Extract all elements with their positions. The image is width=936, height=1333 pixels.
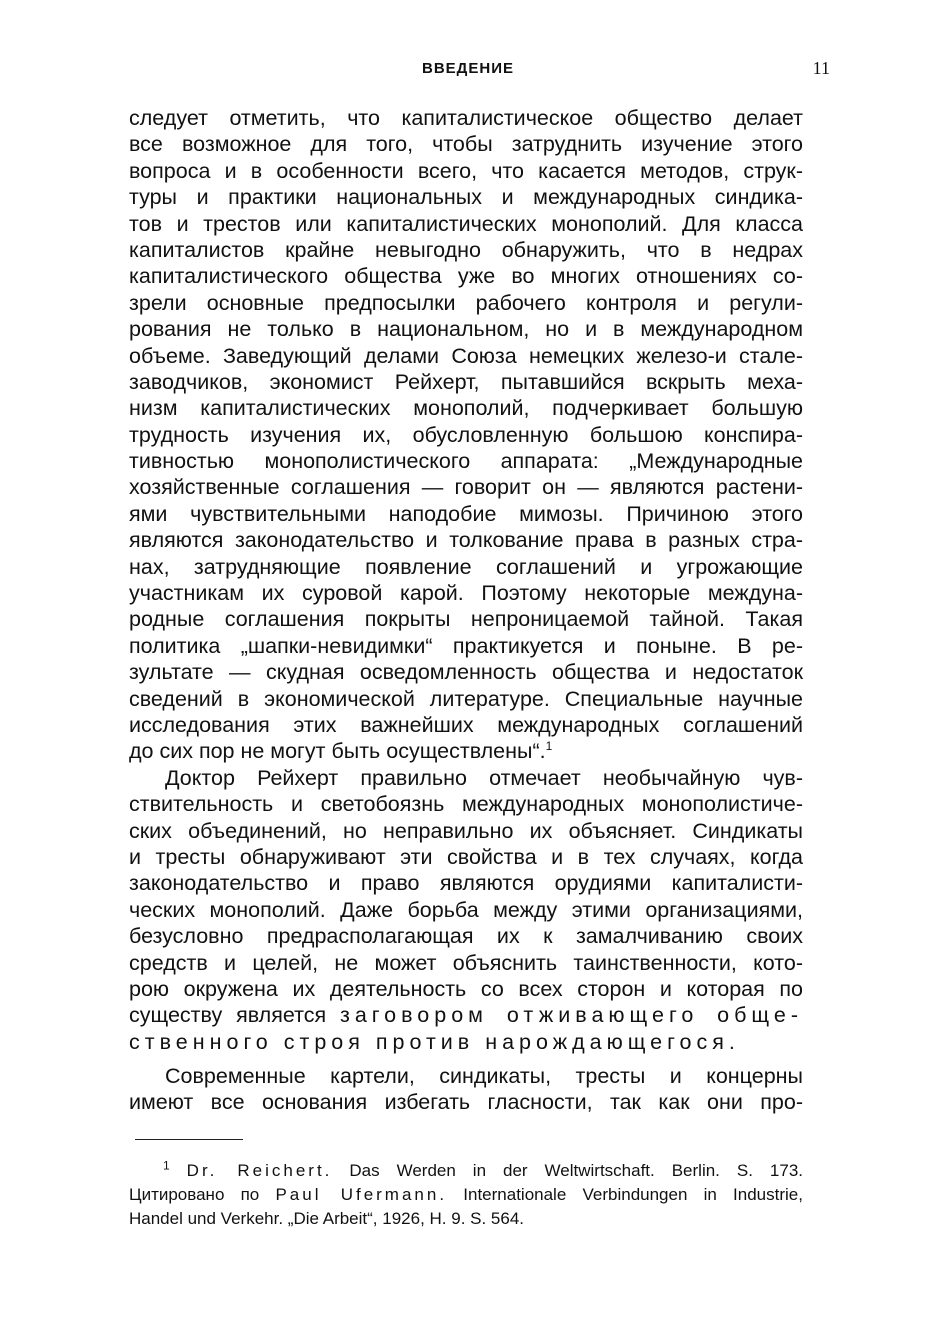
footnote-text: Цитировано по bbox=[129, 1185, 260, 1204]
footnote-marker: 1 bbox=[163, 1158, 170, 1173]
text-line bbox=[129, 1029, 803, 1055]
footnote-text: Internationale Verbindungen in Industrie, bbox=[463, 1185, 803, 1204]
text-line: политика „шапки-невидимки“ практикуется и поныне. В ре- bbox=[129, 633, 803, 658]
footnote-section bbox=[129, 1159, 803, 1231]
footnote-author: Dr. Reichert. bbox=[186, 1161, 333, 1180]
footnote-line bbox=[129, 1183, 803, 1207]
text-line: участникам их суровой карой. Поэтому некоторые междуна- bbox=[129, 581, 803, 606]
text-line: ческих монополий. Даже борьба между этими организациями, bbox=[129, 897, 803, 922]
text-line: зрели основные предпосылки рабочего контроля и регули- bbox=[129, 290, 803, 315]
text-line-content: до сих пор не могут быть осуществлены“. bbox=[129, 739, 546, 764]
text-line: нах, затрудняющие появление соглашений и угрожающие bbox=[129, 554, 803, 579]
text-line: зультате — скудная осведомленность общества и недостаток bbox=[129, 660, 803, 685]
text-line: ствительность и светобоязнь международных монополистиче- bbox=[129, 792, 803, 817]
text-line: имеют все основания избегать гласности, так как они про- bbox=[129, 1090, 803, 1115]
text-line: родные соглашения покрыты непроницаемой тайной. Такая bbox=[129, 607, 803, 632]
text-line: средств и целей, не может объяснить таинственности, кото- bbox=[129, 950, 803, 975]
main-text bbox=[129, 105, 803, 1116]
text-line: ями чувствительными наподобие мимозы. Причиною этого bbox=[129, 501, 803, 526]
footnote-author: Paul Ufermann. bbox=[275, 1185, 448, 1204]
paragraph-3 bbox=[129, 1063, 803, 1116]
footnote-reference: 1 bbox=[545, 739, 553, 754]
footnote-line: Handel und Verkehr. „Die Arbeit“, 1926, H. 9. S. 564. bbox=[129, 1209, 525, 1228]
text-line bbox=[129, 738, 803, 764]
emphasized-text: ственного строя против нарождающегося. bbox=[129, 1029, 740, 1054]
text-line: рования не только в национальном, но и в международном bbox=[129, 317, 803, 342]
text-line: Доктор Рейхерт правильно отмечает необычайную чув- bbox=[165, 765, 803, 790]
text-line: следует отметить, что капиталистическое общество делает bbox=[129, 106, 803, 130]
text-line: хозяйственные соглашения — говорит он — являются растени- bbox=[129, 475, 803, 500]
text-line: исследования этих важнейших международных соглашений bbox=[129, 712, 803, 737]
text-line: трудность изучения их, обусловленную большою конспира- bbox=[129, 422, 803, 447]
text-line: капиталистического общества уже во многих отношениях со- bbox=[129, 264, 803, 289]
emphasized-text: заговором отживающего обще- bbox=[339, 1003, 803, 1028]
text-line: ских объединений, но неправильно их объясняет. Синдикаты bbox=[129, 818, 803, 843]
text-line: все возможное для того, чтобы затруднить изучение этого bbox=[129, 132, 803, 157]
text-line: низм капиталистических монополий, подчеркивает большую bbox=[129, 396, 803, 421]
page-number: 11 bbox=[812, 58, 830, 78]
running-header: ВВЕДЕНИЕ bbox=[422, 60, 514, 77]
paragraph-2 bbox=[129, 765, 803, 1055]
text-line bbox=[129, 1002, 803, 1028]
text-line-content: существу является bbox=[129, 1003, 327, 1028]
text-line: вопроса и в особенности всего, что касается методов, струк- bbox=[129, 158, 803, 183]
text-line: законодательство и право являются орудиями капиталисти- bbox=[129, 871, 803, 896]
paragraph-1 bbox=[129, 105, 803, 765]
text-line: капиталистов крайне невыгодно обнаружить, что в недрах bbox=[129, 237, 803, 262]
footnote-text: Das Werden in der Weltwirtschaft. Berlin. S. 173. bbox=[349, 1161, 803, 1180]
text-line: сведений в экономической литературе. Специальные научные bbox=[129, 686, 803, 711]
text-line: заводчиков, экономист Рейхерт, пытавшийся вскрыть меха- bbox=[129, 369, 803, 394]
text-line: являются законодательство и толкование права в разных стра- bbox=[129, 528, 803, 553]
text-line: рою окружена их деятельность со всех сторон и которая по bbox=[129, 976, 803, 1001]
text-line: тов и трестов или капиталистических монополий. Для класса bbox=[129, 211, 803, 236]
text-line: и тресты обнаруживают эти свойства и в тех случаях, когда bbox=[129, 844, 803, 869]
text-line: туры и практики национальных и международных синдика- bbox=[129, 185, 803, 210]
footnote-divider bbox=[135, 1139, 243, 1140]
text-line: Современные картели, синдикаты, тресты и концерны bbox=[165, 1064, 803, 1089]
text-line: безусловно предрасполагающая их к замалчиванию своих bbox=[129, 924, 803, 949]
text-line: тивностью монополистического аппарата: „Международные bbox=[129, 449, 803, 474]
paragraph-gap bbox=[129, 1055, 803, 1063]
footnote-line bbox=[129, 1159, 803, 1183]
text-line: объеме. Заведующий делами Союза немецких железо-и стале- bbox=[129, 343, 803, 368]
